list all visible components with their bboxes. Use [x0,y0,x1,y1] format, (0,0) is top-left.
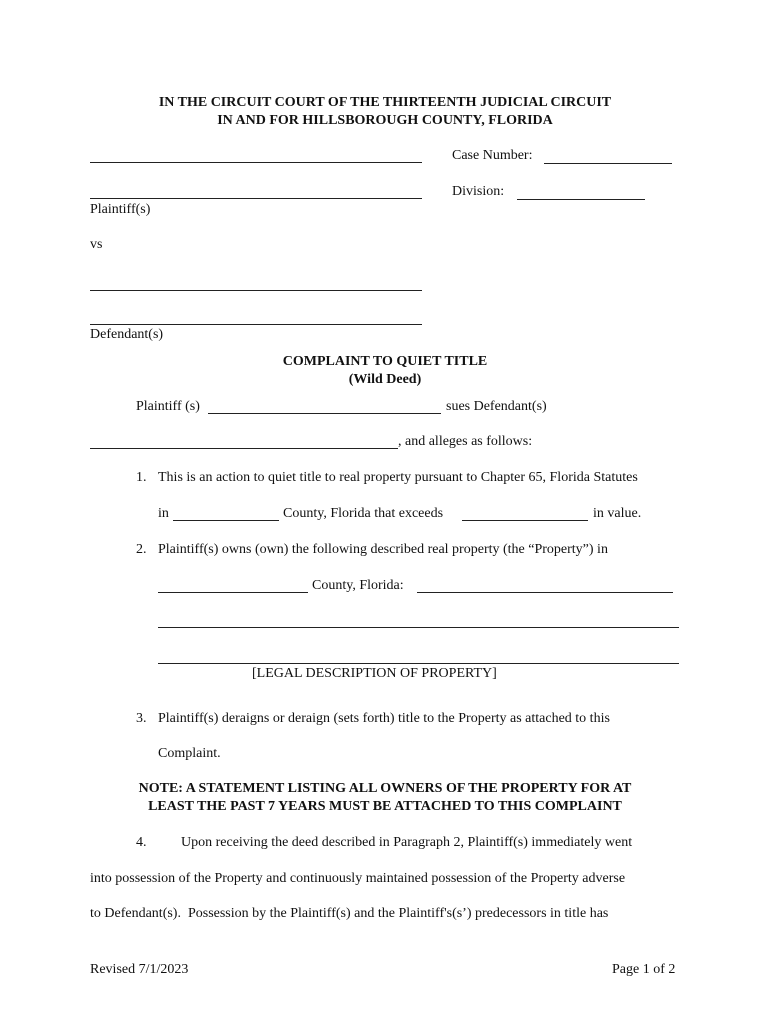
paragraph-4-number: 4. [136,835,147,850]
defendant-name-blank-2[interactable] [90,324,422,325]
case-number-blank[interactable] [544,163,672,164]
complaint-subtitle: (Wild Deed) [348,372,422,387]
paragraph-4-line2: into possession of the Property and continuously maintained possession of the Property adverse [90,871,626,886]
paragraph-3-line1: Plaintiff(s) deraigns or deraign (sets forth) title to the Property as attached to this [158,711,610,726]
paragraph-2-line1: Plaintiff(s) owns (own) the following described real property (the “Property”) in [158,542,608,557]
page-number: Page 1 of 2 [612,962,676,977]
paragraph-3-line2: Complaint. [158,746,221,761]
court-heading-line1: IN THE CIRCUIT COURT OF THE THIRTEENTH JUDICIAL CIRCUIT [158,95,612,110]
note-line1: NOTE: A STATEMENT LISTING ALL OWNERS OF THE PROPERTY FOR AT [138,781,632,796]
paragraph-2-county-blank[interactable] [158,592,308,593]
intro-plaintiff-blank[interactable] [208,413,441,414]
revised-date: Revised 7/1/2023 [90,962,189,977]
paragraph-1-value-text: in value. [593,506,642,521]
paragraph-4-line3: to Defendant(s). Possession by the Plaintiff(s) and the Plaintiff's(s’) predecessors in title has [90,906,609,921]
intro-alleges-text: , and alleges as follows: [398,434,533,449]
division-label: Division: [452,184,505,199]
case-number-label: Case Number: [452,148,533,163]
paragraph-1-county-text: County, Florida that exceeds [283,506,444,521]
paragraph-1-number: 1. [136,470,147,485]
paragraph-2-description-blank-1[interactable] [417,592,673,593]
division-blank[interactable] [517,199,645,200]
plaintiff-label: Plaintiff(s) [90,202,151,217]
plaintiff-name-blank-2[interactable] [90,198,422,199]
defendant-label: Defendant(s) [90,327,164,342]
paragraph-2-number: 2. [136,542,147,557]
paragraph-2-description-blank-3[interactable] [158,663,679,664]
paragraph-1-value-blank[interactable] [462,520,588,521]
paragraph-2-county-text: County, Florida: [312,578,404,593]
defendant-name-blank-1[interactable] [90,290,422,291]
vs-label: vs [90,237,103,252]
paragraph-1-line1: This is an action to quiet title to real property pursuant to Chapter 65, Florida Statutes [158,470,638,485]
note-line2: LEAST THE PAST 7 YEARS MUST BE ATTACHED TO THIS COMPLAINT [148,799,622,814]
paragraph-1-county-blank[interactable] [173,520,279,521]
plaintiff-name-blank-1[interactable] [90,162,422,163]
paragraph-3-number: 3. [136,711,147,726]
paragraph-1-in: in [158,506,169,521]
legal-description-label: [LEGAL DESCRIPTION OF PROPERTY] [252,666,497,681]
intro-sues-text: sues Defendant(s) [446,399,547,414]
intro-defendant-blank[interactable] [90,448,398,449]
complaint-title: COMPLAINT TO QUIET TITLE [282,354,488,369]
paragraph-4-line1: Upon receiving the deed described in Paragraph 2, Plaintiff(s) immediately went [181,835,633,850]
paragraph-2-description-blank-2[interactable] [158,627,679,628]
court-heading-line2: IN AND FOR HILLSBOROUGH COUNTY, FLORIDA [217,113,553,128]
intro-plaintiff-prefix: Plaintiff (s) [136,399,200,414]
